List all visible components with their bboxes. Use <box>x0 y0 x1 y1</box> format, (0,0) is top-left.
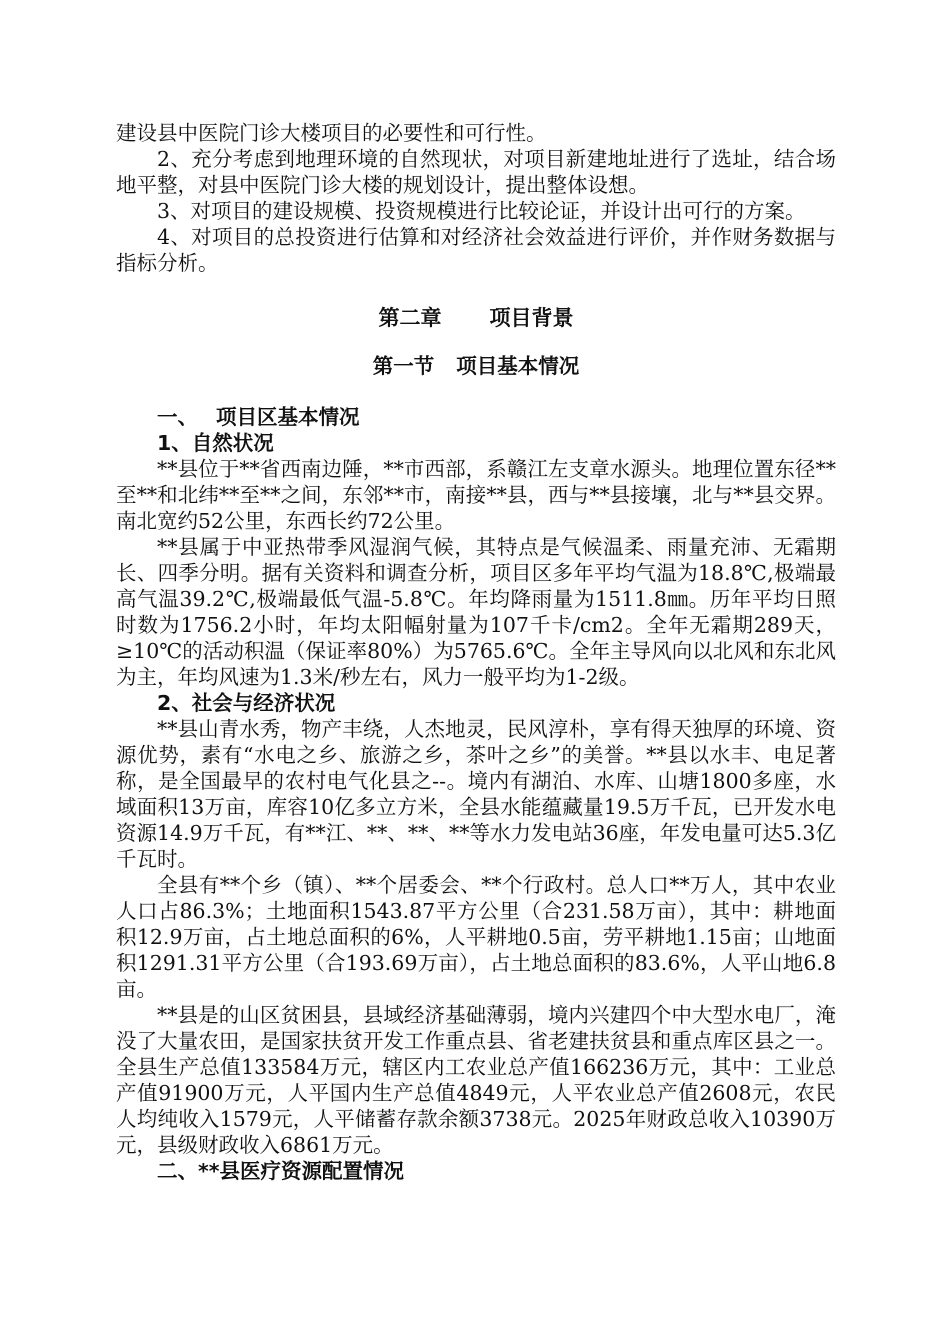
part1-number: 一、 <box>157 405 198 429</box>
section-heading <box>116 352 836 380</box>
socio-paragraph-1: **县山青水秀，物产丰绕，人杰地灵，民风淳朴，享有得天独厚的环境、资源优势，素有“水电之乡、旅游之乡，茶叶之乡”的美誉。**县以水丰、电足著称，是全国最早的农村电气化县之--。境内有湖泊、水库、山塘1800多座，水域面积13万亩，库容10亿多立方米，全县水能蕴藏量19.5万千瓦，已开发水电资源14.9万千瓦，有**江、**、**、**等水力发电站36座，年发电量可达5.3亿千瓦时。 <box>116 717 836 871</box>
intro-paragraph-3: 4、对项目的总投资进行估算和对经济社会效益进行评价，并作财务数据与指标分析。 <box>116 225 836 275</box>
part1-heading <box>116 404 836 430</box>
intro-paragraph-0: 建设县中医院门诊大楼项目的必要性和可行性。 <box>116 121 547 145</box>
intro-paragraph-2: 3、对项目的建设规模、投资规模进行比较论证，并设计出可行的方案。 <box>157 199 806 223</box>
socio-heading: 2、社会与经济状况 <box>157 691 336 715</box>
part1-title: 项目区基本情况 <box>216 405 360 429</box>
natural-paragraph-2: **县属于中亚热带季风湿润气候，其特点是气候温柔、雨量充沛、无霜期长、四季分明。据有关资料和调查分析，项目区多年平均气温为18.8℃,极端最高气温39.2℃,极端最低气温-5.8℃。年均降雨量为1511.8㎜。历年平均日照时数为1756.2小时，年均太阳幅射量为107千卡/cm2。全年无霜期289天，≥10℃的活动积温（保证率80%）为5765.6℃。全年主导风向以北风和东北风为主，年均风速为1.3米/秒左右，风力一般平均为1-2级。 <box>116 535 836 689</box>
chapter-number: 第二章 <box>378 306 442 330</box>
socio-paragraph-2: 全县有**个乡（镇）、**个居委会、**个行政村。总人口**万人，其中农业人口占86.3%；土地面积1543.87平方公里（合231.58万亩），其中：耕地面积12.9万亩，占土地总面积的6%，人平耕地0.5亩，劳平耕地1.15亩；山地面积1291.31平方公里（合193.69万亩），占土地总面积的83.6%，人平山地6.8亩。 <box>116 873 836 1001</box>
section-title: 项目基本情况 <box>456 354 580 378</box>
intro-paragraph-1: 2、充分考虑到地理环境的自然现状，对项目新建地址进行了选址，结合场地平整，对县中医院门诊大楼的规划设计，提出整体设想。 <box>116 147 836 197</box>
socio-paragraph-3: **县是的山区贫困县，县域经济基础薄弱，境内兴建四个中大型水电厂，淹没了大量农田，是国家扶贫开发工作重点县、省老建扶贫县和重点库区县之一。全县生产总值133584万元，辖区内工农业总产值166236万元，其中：工业总产值91900万元，人平国内生产总值4849元，人平农业总产值2608元，农民人均纯收入1579元，人平储蓄存款余额3738元。2025年财政总收入10390万元，县级财政收入6861万元。 <box>116 1003 836 1157</box>
chapter-heading <box>116 304 836 332</box>
document-body <box>116 120 836 1184</box>
section-number: 第一节 <box>372 354 435 378</box>
natural-paragraph-1: **县位于**省西南边陲，**市西部，系赣江左支章水源头。地理位置东径**至**和北纬**至**之间，东邻**市，南接**县，西与**县接壤，北与**县交界。南北宽约52公里，东西长约72公里。 <box>116 457 836 533</box>
part2-heading: 二、**县医疗资源配置情况 <box>157 1159 404 1183</box>
natural-heading: 1、自然状况 <box>157 431 274 455</box>
chapter-title: 项目背景 <box>489 306 574 330</box>
